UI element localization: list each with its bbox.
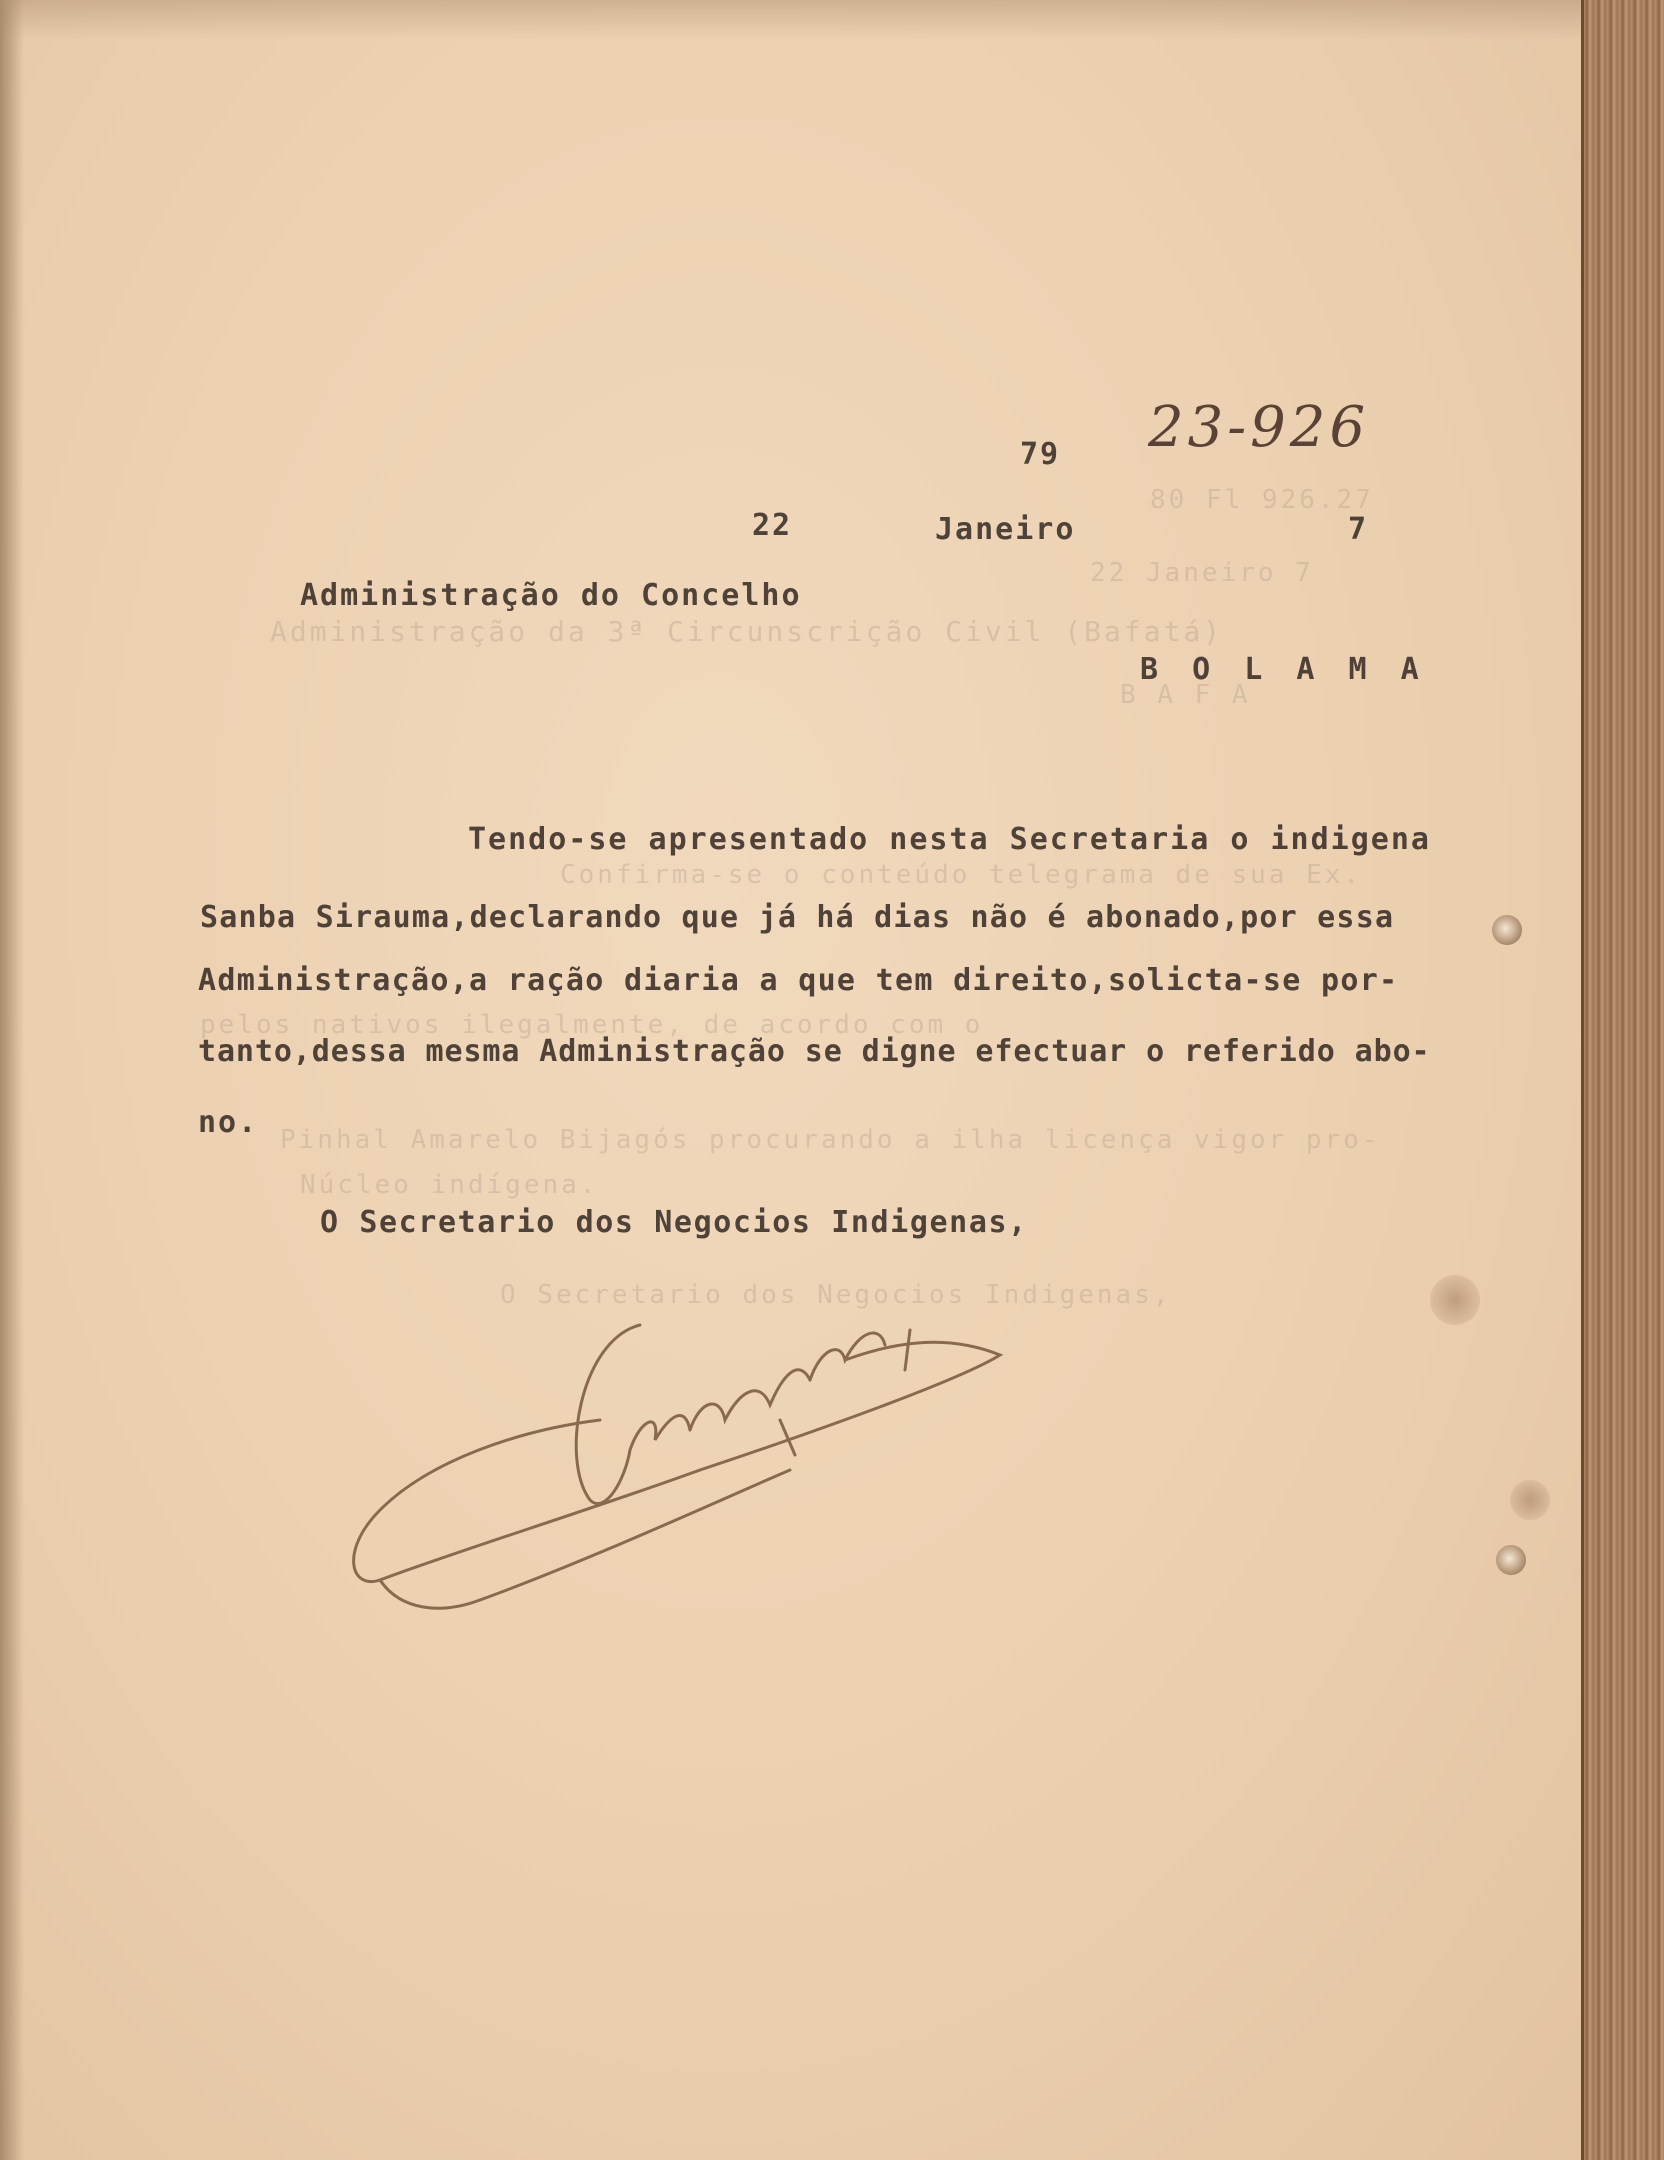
paper-stain [1510,1480,1550,1520]
show-through-line-1: 80 Fl 926.27 [1150,485,1374,515]
letter-number: 79 [1020,437,1061,472]
handwritten-reference: 23-926 [1148,395,1370,460]
body-line: no. [198,1105,259,1140]
closing-title: O Secretario dos Negocios Indigenas, [320,1205,1028,1240]
book-page-edges [1581,0,1664,2160]
page-top-shade [0,0,1600,40]
body-line: Tendo-se apresentado nesta Secretaria o indigena [468,822,1431,857]
signature [340,1300,1040,1630]
punch-hole [1492,915,1522,945]
date-month: Janeiro [935,512,1076,547]
date-day: 22 [752,508,793,543]
body-line: tanto,dessa mesma Administração se digne efectuar o referido abo- [198,1034,1431,1069]
addressee: Administração do Concelho [300,578,802,613]
date-year-digit: 7 [1348,512,1369,547]
show-through-line-9: O Secretario dos Negocios Indigenas, [500,1280,1172,1310]
show-through-line-6: pelos nativos ilegalmente, de acordo com o [200,1010,984,1040]
show-through-line-2: 22 Janeiro 7 [1090,558,1314,588]
punch-hole [1496,1545,1526,1575]
paper-stain [1430,1275,1480,1325]
show-through-line-3: Administração da 3ª Circunscrição Civil (Bafatá) [270,615,1224,648]
body-line: Sanba Sirauma,declarando que já há dias não é abonado,por essa [200,900,1395,935]
show-through-line-5: Confirma-se o conteúdo telegrama de sua Ex. [560,860,1363,890]
show-through-line-7: Pinhal Amarelo Bijagós procurando a ilha licença vigor pro- [280,1125,1381,1155]
body-line: Administração,a ração diaria a que tem direito,solicta-se por- [198,963,1399,998]
place: B O L A M A [1140,652,1427,687]
page-left-shade [0,0,24,2160]
show-through-line-4: B A F A [1120,680,1251,710]
show-through-line-8: Núcleo indígena. [300,1170,599,1200]
